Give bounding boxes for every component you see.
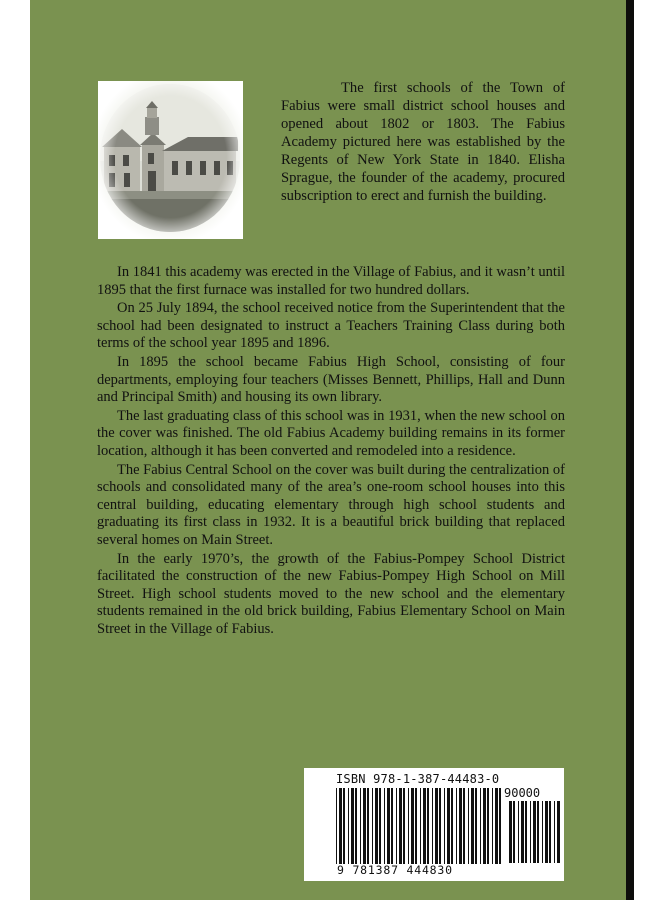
barcode-bar — [525, 801, 527, 863]
barcode-bar — [513, 801, 515, 863]
barcode-bar — [372, 788, 373, 864]
barcode-bar — [451, 788, 453, 864]
barcode-bar — [360, 788, 361, 864]
history-paragraph: In 1841 this academy was erected in the Village of Fabius, and it wasn’t until 1895 that the first furnace was installed for two hundred dollars. — [97, 264, 565, 298]
barcode-bar — [518, 801, 519, 863]
barcode-bar — [367, 788, 369, 864]
intro-paragraph: The first schools of the Town of Fabius were small district school houses and opened about 1802 or 1803. The Fabius Academy pictured here was established by the Regents of New York State in 1840. Elisha Sprague, the founder of the academy, procured subscription to erect and furnish the building. — [281, 80, 565, 204]
barcode-bar — [521, 801, 524, 863]
barcode-bar — [480, 788, 481, 864]
addon-bars — [509, 801, 561, 863]
barcode-bar — [444, 788, 445, 864]
price-code: 90000 — [504, 786, 541, 800]
barcode-bar — [396, 788, 397, 864]
barcode-bar — [537, 801, 539, 863]
barcode-bar — [411, 788, 414, 864]
barcode-bar — [475, 788, 477, 864]
isbn-barcode — [304, 768, 564, 881]
barcode-bar — [351, 788, 354, 864]
barcode-bar — [463, 788, 465, 864]
barcode-bar — [336, 788, 337, 864]
barcode-bar — [423, 788, 426, 864]
barcode-bar — [391, 788, 393, 864]
history-text — [97, 264, 565, 639]
barcode-bar — [492, 788, 493, 864]
history-paragraph: The last graduating class of this school was in 1931, when the new school on the cover was finished. The old Fabius Academy building remains in its former location, although it has been converted and remodeled into a residence. — [97, 407, 565, 459]
barcode-bar — [420, 788, 421, 864]
history-paragraph: In 1895 the school became Fabius High School, consisting of four departments, employing four teachers (Misses Bennett, Phillips, Hall and Dunn and Principal Smith) and housing its own library. — [97, 353, 565, 406]
barcode-bar — [415, 788, 417, 864]
barcode-bar — [471, 788, 474, 864]
academy-photo — [98, 81, 243, 239]
barcode-bar — [468, 788, 469, 864]
barcode-bar — [403, 788, 405, 864]
barcode-bar — [384, 788, 385, 864]
barcode-bar — [339, 788, 342, 864]
barcode-bar — [343, 788, 345, 864]
cover-edge — [626, 0, 634, 900]
barcode-bar — [483, 788, 486, 864]
barcode-bar — [435, 788, 438, 864]
history-paragraph: In the early 1970’s, the growth of the Fabius-Pompey School District facilitated the construction of the new Fabius-Pompey High School on Mill Street. High school students moved to the new school and the elementary students remained in the old brick building, Fabius Elementary School on Main Street in the Village of Fabius. — [97, 550, 565, 637]
barcode-bar — [387, 788, 390, 864]
barcode-bar — [509, 801, 512, 863]
barcode-bar — [549, 801, 551, 863]
barcode-bar — [456, 788, 457, 864]
barcode-bar — [363, 788, 366, 864]
barcode-bar — [487, 788, 489, 864]
barcode-bar — [379, 788, 381, 864]
ean-bars — [336, 788, 504, 864]
barcode-bar — [375, 788, 378, 864]
barcode-bar — [459, 788, 462, 864]
barcode-bar — [557, 801, 560, 863]
barcode-bar — [542, 801, 543, 863]
barcode-bar — [427, 788, 429, 864]
barcode-bar — [554, 801, 555, 863]
barcode-bar — [499, 788, 501, 864]
barcode-bar — [408, 788, 409, 864]
barcode-bar — [439, 788, 441, 864]
ean-digits: 9 781387 444830 — [337, 863, 453, 877]
barcode-bar — [530, 801, 531, 863]
history-paragraph: The Fabius Central School on the cover was built during the centralization of schools and consolidated many of the area’s one-room school houses into this central building, educating elementary through high school students and graduating its first class in 1932. It is a beautiful brick building that replaced several homes on Main Street. — [97, 461, 565, 548]
history-paragraph: On 25 July 1894, the school received notice from the Superintendent that the school had been designated to instruct a Teachers Training Class during both terms of the school year 1895 and 1896. — [97, 300, 565, 352]
barcode-bar — [348, 788, 349, 864]
barcode-bar — [447, 788, 450, 864]
barcode-bar — [399, 788, 402, 864]
isbn-number: ISBN 978-1-387-44483-0 — [336, 772, 500, 786]
barcode-bar — [545, 801, 548, 863]
barcode-bar — [432, 788, 433, 864]
barcode-bar — [355, 788, 357, 864]
barcode-bar — [495, 788, 498, 864]
barcode-bar — [533, 801, 536, 863]
